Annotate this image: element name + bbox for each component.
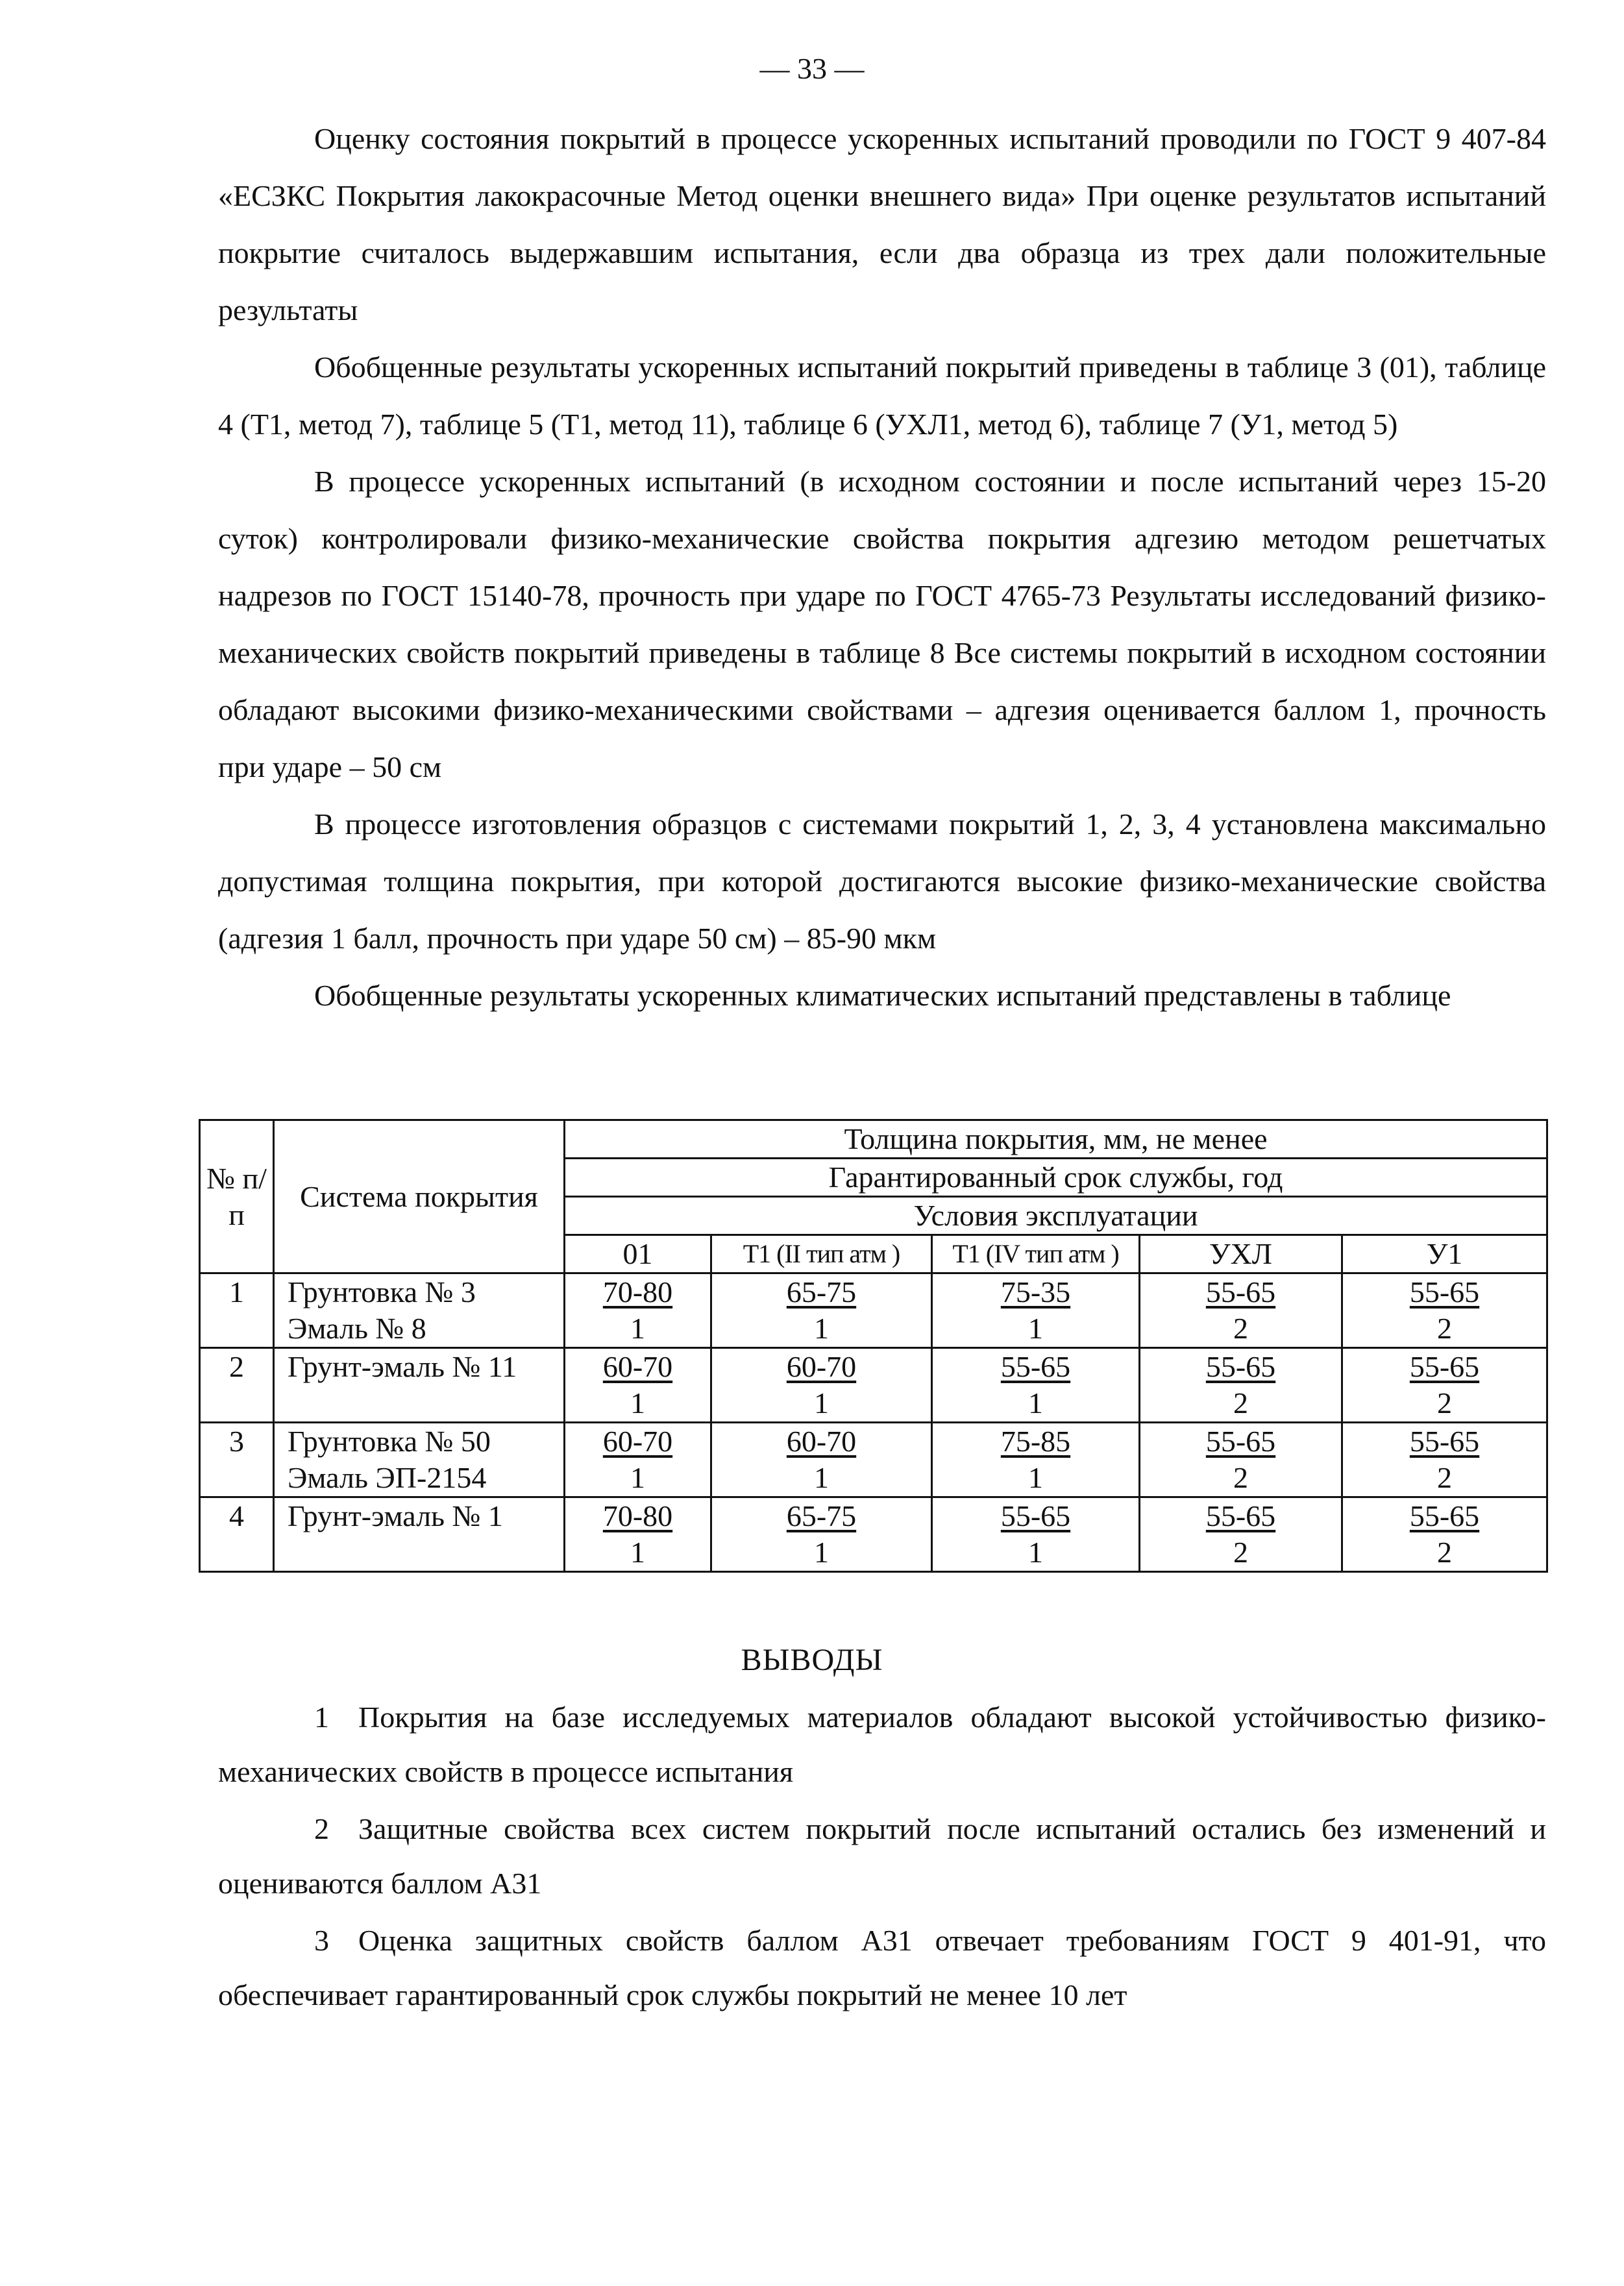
header-lifetime: Гарантированный срок службы, год [565, 1159, 1547, 1197]
value-cell [565, 1273, 711, 1348]
thickness-value: 55-65 [1000, 1350, 1071, 1383]
thickness-value: 55-65 [1409, 1275, 1480, 1309]
page-number: — 33 — [759, 52, 865, 85]
conclusion-item [218, 1802, 1546, 1911]
value-cell [1342, 1497, 1547, 1572]
conclusion-text: Защитные свойства всех систем покрытий после испытаний остались без изменений и оцениваются баллом А31 [218, 1812, 1546, 1900]
value-cell [565, 1423, 711, 1497]
value-cell [711, 1273, 932, 1348]
condition-header: УХЛ [1140, 1235, 1342, 1273]
lifetime-value: 1 [1027, 1312, 1043, 1345]
lifetime-value: 2 [1437, 1312, 1452, 1345]
value-cell [711, 1348, 932, 1423]
value-cell [1140, 1348, 1342, 1423]
thickness-value: 55-65 [1205, 1499, 1276, 1532]
thickness-value: 55-65 [1409, 1425, 1480, 1458]
value-cell [565, 1348, 711, 1423]
table-row [200, 1348, 1547, 1423]
thickness-value: 55-65 [1409, 1350, 1480, 1383]
table-row [200, 1497, 1547, 1572]
row-system [274, 1273, 565, 1348]
thickness-value: 75-35 [1000, 1275, 1071, 1309]
header-number [200, 1120, 274, 1273]
header-system-label: Система покрытия [300, 1179, 538, 1213]
thickness-value: 60-70 [602, 1350, 673, 1383]
lifetime-value: 2 [1437, 1536, 1452, 1569]
value-cell [1140, 1497, 1342, 1572]
value-cell [1342, 1348, 1547, 1423]
value-cell [1342, 1423, 1547, 1497]
lifetime-value: 1 [630, 1461, 645, 1494]
system-primer: Грунтовка № 50 [288, 1425, 491, 1458]
thickness-value: 55-65 [1000, 1499, 1071, 1532]
conclusions-title: ВЫВОДЫ [741, 1643, 883, 1677]
thickness-value: 75-85 [1000, 1425, 1071, 1458]
lifetime-value: 1 [630, 1386, 645, 1420]
lifetime-value: 1 [630, 1536, 645, 1569]
row-number: 2 [200, 1348, 274, 1423]
table-header-row-1 [200, 1120, 1547, 1159]
lifetime-value: 2 [1233, 1536, 1248, 1569]
thickness-value: 70-80 [602, 1275, 673, 1309]
value-cell [932, 1348, 1140, 1423]
header-conditions: Условия эксплуатации [565, 1197, 1547, 1235]
conclusion-item [218, 1690, 1546, 1799]
lifetime-value: 2 [1437, 1461, 1452, 1494]
value-cell [711, 1497, 932, 1572]
table-row [200, 1423, 1547, 1497]
condition-header: 01 [565, 1235, 711, 1273]
header-system [274, 1120, 565, 1273]
conclusion-text: Покрытия на базе исследуемых материалов обладают высокой устойчивостью физико-механических свойств в процессе испытания [218, 1701, 1546, 1788]
paragraph-summary-tables: Обобщенные результаты ускоренных испытаний покрытий приведены в таблице 3 (01), таблице 4 (Т1, метод 7), таблице 5 (Т1, метод 11), таблице 6 (УХЛ1, метод 6), таблице 7 (У1, метод 5) [218, 350, 1546, 441]
row-system [274, 1497, 565, 1572]
system-enamel: Эмаль № 8 [288, 1312, 426, 1345]
lifetime-value: 2 [1437, 1386, 1452, 1420]
thickness-value: 60-70 [786, 1350, 857, 1383]
value-cell [1342, 1273, 1547, 1348]
row-system [274, 1423, 565, 1497]
value-cell [932, 1423, 1140, 1497]
lifetime-value: 2 [1233, 1312, 1248, 1345]
value-cell [565, 1497, 711, 1572]
paragraph-max-thickness: В процессе изготовления образцов с системами покрытий 1, 2, 3, 4 установлена максимально допустимая толщина покрытия, при которой достигаются высокие физико-механические свойства (адгезия 1 балл, прочность при ударе 50 см) – 85-90 мкм [218, 807, 1546, 955]
conclusion-number: 1 [314, 1701, 329, 1734]
thickness-value: 55-65 [1205, 1350, 1276, 1383]
value-cell [932, 1497, 1140, 1572]
condition-header: Т1 (IV тип атм ) [932, 1235, 1140, 1273]
conclusion-number: 3 [314, 1924, 329, 1957]
paragraph-assessment-method: Оценку состояния покрытий в процессе ускоренных испытаний проводили по ГОСТ 9 407-84 «ЕСЗКС Покрытия лакокрасочные Метод оценки внешнего вида» При оценке результатов испытаний покрытие считалось выдержавшим испытания, если два образца из трех дали положительные результаты [218, 122, 1546, 326]
lifetime-value: 1 [813, 1461, 829, 1494]
climatic-results-table [199, 1119, 1548, 1573]
conclusion-text: Оценка защитных свойств баллом А31 отвечает требованиям ГОСТ 9 401-91, что обеспечивает гарантированный срок службы покрытий не менее 10 лет [218, 1924, 1546, 2011]
condition-header: У1 [1342, 1235, 1547, 1273]
value-cell [1140, 1423, 1342, 1497]
table-row [200, 1273, 1547, 1348]
row-system [274, 1348, 565, 1423]
thickness-value: 60-70 [602, 1425, 673, 1458]
value-cell [711, 1423, 932, 1497]
system-primer: Грунт-эмаль № 11 [288, 1350, 517, 1383]
condition-header: Т1 (II тип атм ) [711, 1235, 932, 1273]
conclusion-number: 2 [314, 1812, 329, 1845]
thickness-value: 65-75 [786, 1499, 857, 1532]
row-number: 1 [200, 1273, 274, 1348]
lifetime-value: 1 [1027, 1461, 1043, 1494]
system-primer: Грунтовка № 3 [288, 1275, 476, 1309]
header-number-label: № п/п [206, 1161, 267, 1231]
header-thickness: Толщина покрытия, мм, не менее [565, 1120, 1547, 1159]
row-number: 4 [200, 1497, 274, 1572]
thickness-value: 55-65 [1409, 1499, 1480, 1532]
lifetime-value: 1 [813, 1312, 829, 1345]
paragraph-physical-mechanical: В процессе ускоренных испытаний (в исходном состоянии и после испытаний через 15-20 суток) контролировали физико-механические свойства покрытия адгезию методом решетчатых надрезов по ГОСТ 15140-78, прочность при ударе по ГОСТ 4765-73 Результаты исследований физико-механических свойств покрытий приведены в таблице 8 Все системы покрытий в исходном состоянии обладают высокими физико-механическими свойствами – адгезия оценивается баллом 1, прочность при ударе – 50 см [218, 465, 1546, 783]
thickness-value: 65-75 [786, 1275, 857, 1309]
lifetime-value: 2 [1233, 1461, 1248, 1494]
thickness-value: 70-80 [602, 1499, 673, 1532]
thickness-value: 60-70 [786, 1425, 857, 1458]
value-cell [932, 1273, 1140, 1348]
row-number: 3 [200, 1423, 274, 1497]
lifetime-value: 1 [813, 1386, 829, 1420]
system-primer: Грунт-эмаль № 1 [288, 1499, 503, 1532]
lifetime-value: 2 [1233, 1386, 1248, 1420]
value-cell [1140, 1273, 1342, 1348]
body-text [218, 110, 1546, 1024]
conclusions-list [218, 1690, 1546, 2022]
thickness-value: 55-65 [1205, 1425, 1276, 1458]
lifetime-value: 1 [630, 1312, 645, 1345]
system-enamel: Эмаль ЭП-2154 [288, 1461, 487, 1494]
lifetime-value: 1 [1027, 1386, 1043, 1420]
conclusion-item [218, 1913, 1546, 2022]
paragraph-climatic-results: Обобщенные результаты ускоренных климатических испытаний представлены в таблице [314, 979, 1451, 1012]
thickness-value: 55-65 [1205, 1275, 1276, 1309]
lifetime-value: 1 [813, 1536, 829, 1569]
lifetime-value: 1 [1027, 1536, 1043, 1569]
